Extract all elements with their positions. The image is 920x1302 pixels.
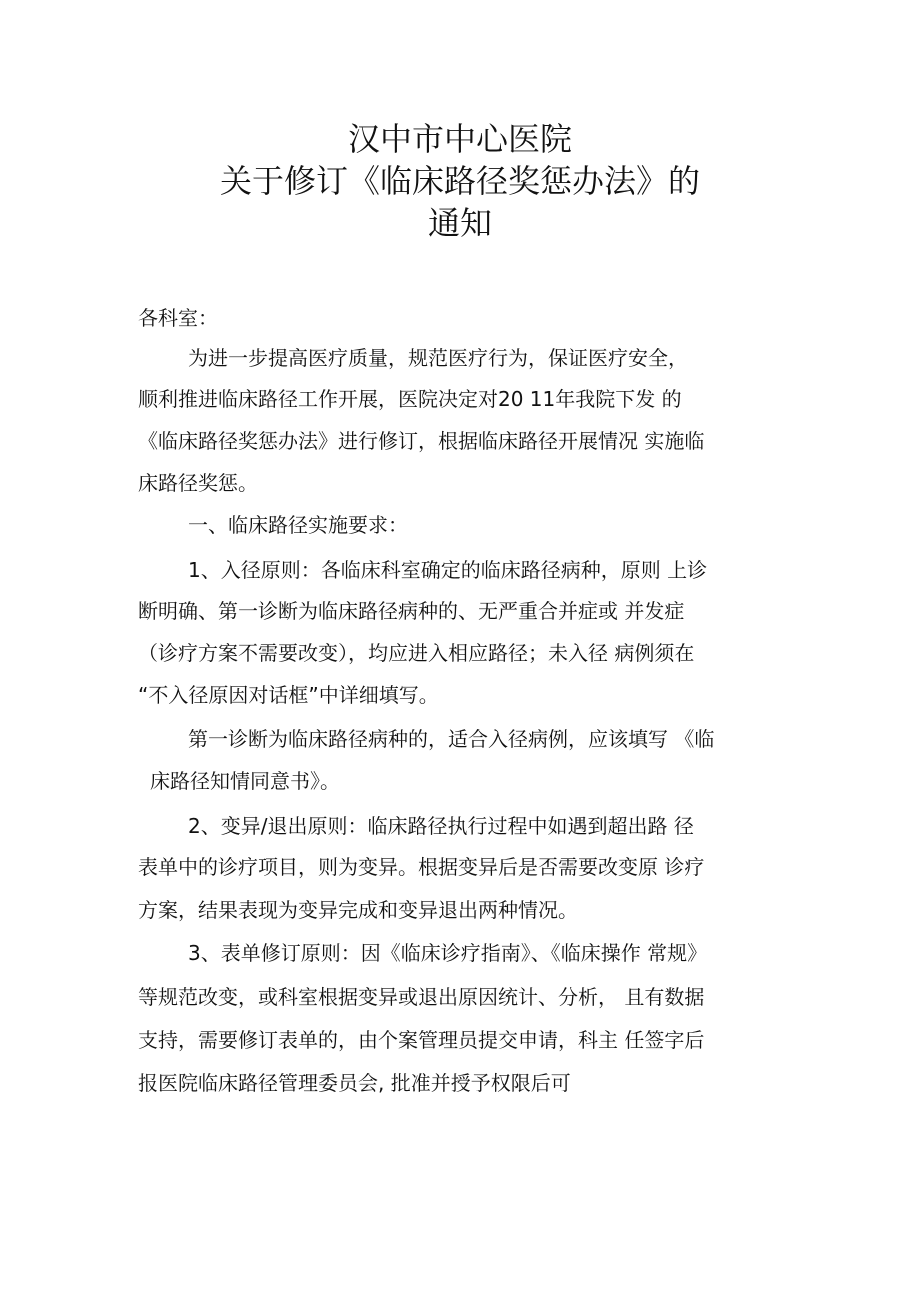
- body-line: 为进一步提高医疗质量，规范医疗行为，保证医疗安全，: [188, 346, 688, 370]
- body-line: 方案，结果表现为变异完成和变异退出两种情况。: [138, 898, 578, 922]
- title-line-subject: 关于修订《临床路径奖惩办法》的: [219, 162, 700, 200]
- body-line: （诊疗方案不需要改变），均应进入相应路径；未入径 病例须在: [138, 641, 695, 665]
- body-line: 等规范改变，或科室根据变异或退出原因统计、分析， 且有数据: [138, 985, 705, 1009]
- body-line: 床路径知情同意书》。: [150, 769, 340, 793]
- document-title: [0, 118, 920, 244]
- body-line: 支持，需要修订表单的，由个案管理员提交申请，科主 任签字后: [138, 1028, 705, 1052]
- body-line: 报医院临床路径管理委员会, 批准并授予权限后可: [138, 1071, 571, 1095]
- title-line-hospital: 汉中市中心医院: [347, 120, 572, 158]
- salutation: 各科室：: [138, 306, 218, 330]
- body-line: 表单中的诊疗项目，则为变异。根据变异后是否需要改变原 诊疗: [138, 855, 705, 879]
- body-line: 顺利推进临床路径工作开展，医院决定对20 11年我院下发 的: [138, 387, 682, 411]
- body-line: 2、变异/退出原则：临床路径执行过程中如遇到超出路 径: [188, 814, 694, 838]
- body-line: “不入径原因对话框”中详细填写。: [138, 683, 439, 707]
- body-line: 1、入径原则：各临床科室确定的临床路径病种，原则 上诊: [188, 558, 708, 582]
- body-line: 3、表单修订原则：因《临床诊疗指南》、《临床操作 常规》: [188, 941, 708, 965]
- body-line: 断明确、第一诊断为临床路径病种的、无严重合并症或 并发症: [138, 599, 685, 623]
- body-line: 《临床路径奖惩办法》进行修订，根据临床路径开展情况 实施临: [138, 429, 705, 453]
- title-line-notice: 通知: [427, 204, 492, 242]
- body-line: 第一诊断为临床路径病种的，适合入径病例，应该填写 《临: [188, 727, 715, 751]
- body-line: 床路径奖惩。: [138, 471, 258, 495]
- section-heading: 一、临床路径实施要求：: [188, 513, 408, 537]
